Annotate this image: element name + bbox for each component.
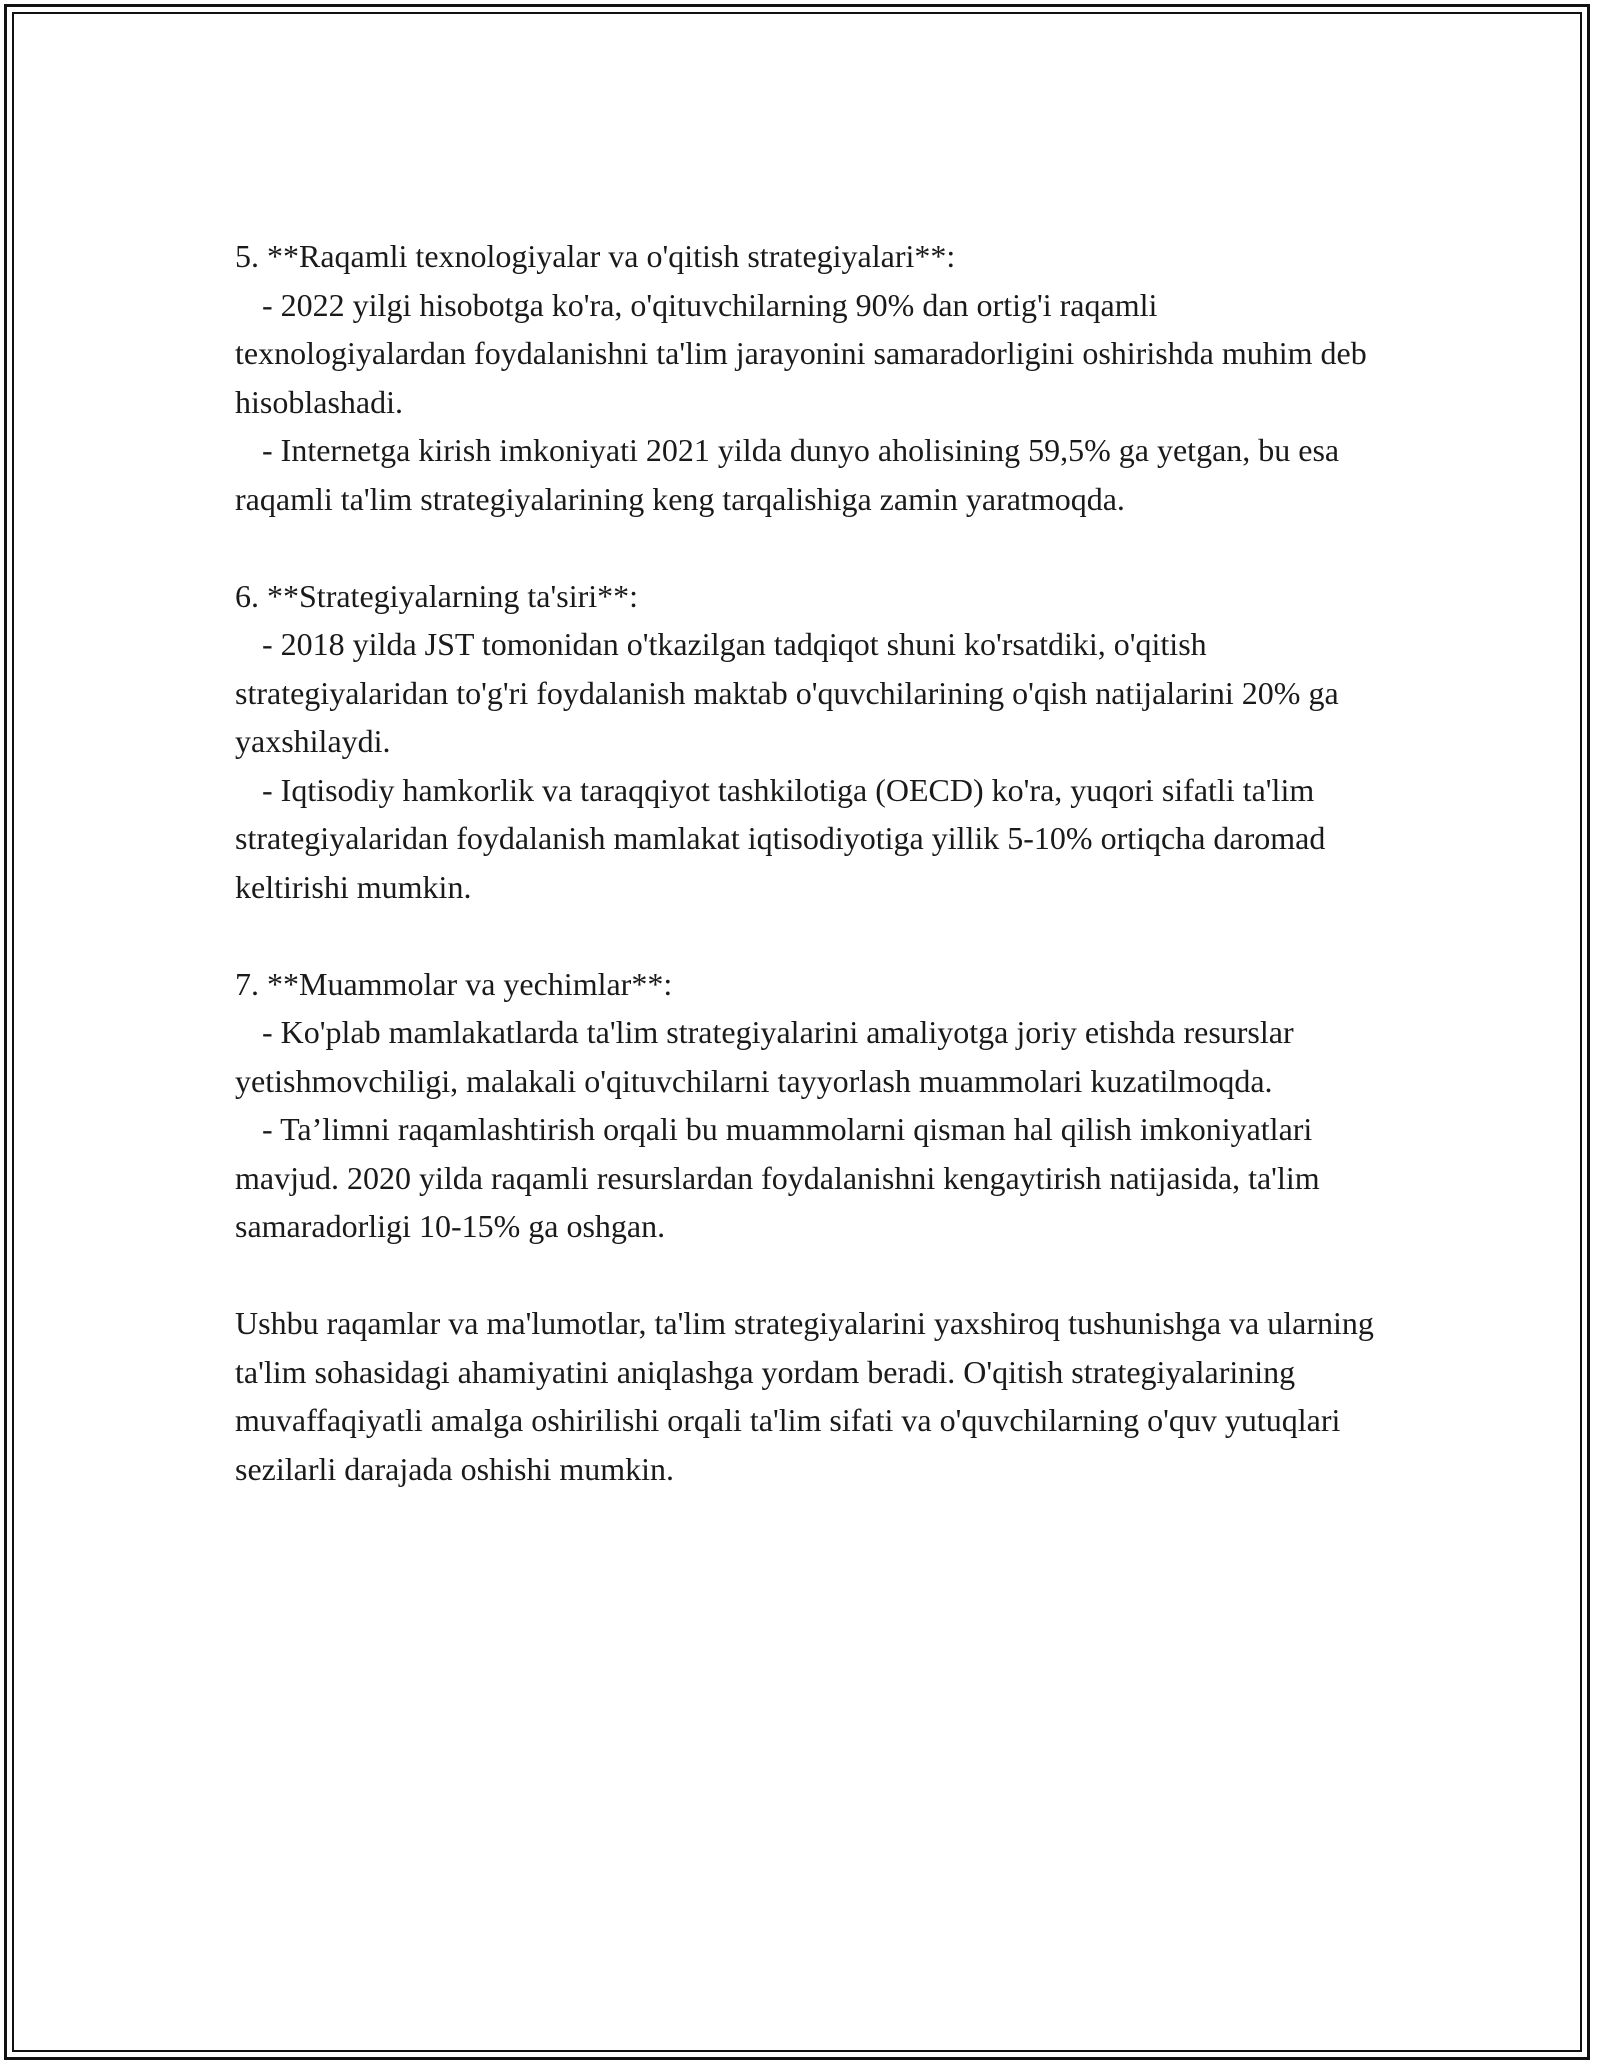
bullet-item: - Iqtisodiy hamkorlik va taraqqiyot tashkilotiga (OECD) ko'ra, yuqori sifatli ta'lim strategiyalaridan foydalanish mamlakat iqtisodiyotiga yillik 5-10% ortiqcha daromad keltirishi mumkin. [235,766,1385,912]
bullet-item: - Ko'plab mamlakatlarda ta'lim strategiyalarini amaliyotga joriy etishda resurslar yetishmovchiligi, malakali o'qituvchilarni tayyorlash muammolari kuzatilmoqda. [235,1008,1385,1105]
section-heading: 6. **Strategiyalarning ta'siri**: [235,577,639,614]
section-7 [235,960,1385,1251]
section-5 [235,232,1385,523]
bullet-item: - 2022 yilgi hisobotga ko'ra, o'qituvchilarning 90% dan ortig'i raqamli texnologiyalardan foydalanishni ta'lim jarayonini samaradorligini oshirishda muhim deb hisoblashadi. [235,281,1385,427]
conclusion-paragraph: Ushbu raqamlar va ma'lumotlar, ta'lim strategiyalarini yaxshiroq tushunishga va ularning ta'lim sohasidagi ahamiyatini aniqlashga yordam beradi. O'qitish strategiyalarining muvaffaqiyatli amalga oshirilishi orqali ta'lim sifati va o'quvchilarning o'quv yutuqlari sezilarli darajada oshishi mumkin. [235,1305,1374,1487]
bullet-item: - Internetga kirish imkoniyati 2021 yilda dunyo aholisining 59,5% ga yetgan, bu esa raqamli ta'lim strategiyalarining keng tarqalishiga zamin yaratmoqda. [235,426,1385,523]
section-6 [235,572,1385,912]
document-body [235,232,1385,1493]
bullet-item: - 2018 yilda JST tomonidan o'tkazilgan tadqiqot shuni ko'rsatdiki, o'qitish strategiyalaridan to'g'ri foydalanish maktab o'quvchilarining o'qish natijalarini 20% ga yaxshilaydi. [235,620,1385,766]
section-heading: 5. **Raqamli texnologiyalar va o'qitish strategiyalari**: [235,238,956,274]
bullet-item: - Ta’limni raqamlashtirish orqali bu muammolarni qisman hal qilish imkoniyatlari mavjud. 2020 yilda raqamli resurslardan foydalanishni kengaytirish natijasida, ta'lim samaradorligi 10-15% ga oshgan. [235,1105,1385,1251]
section-heading: 7. **Muammolar va yechimlar**: [235,965,673,1002]
